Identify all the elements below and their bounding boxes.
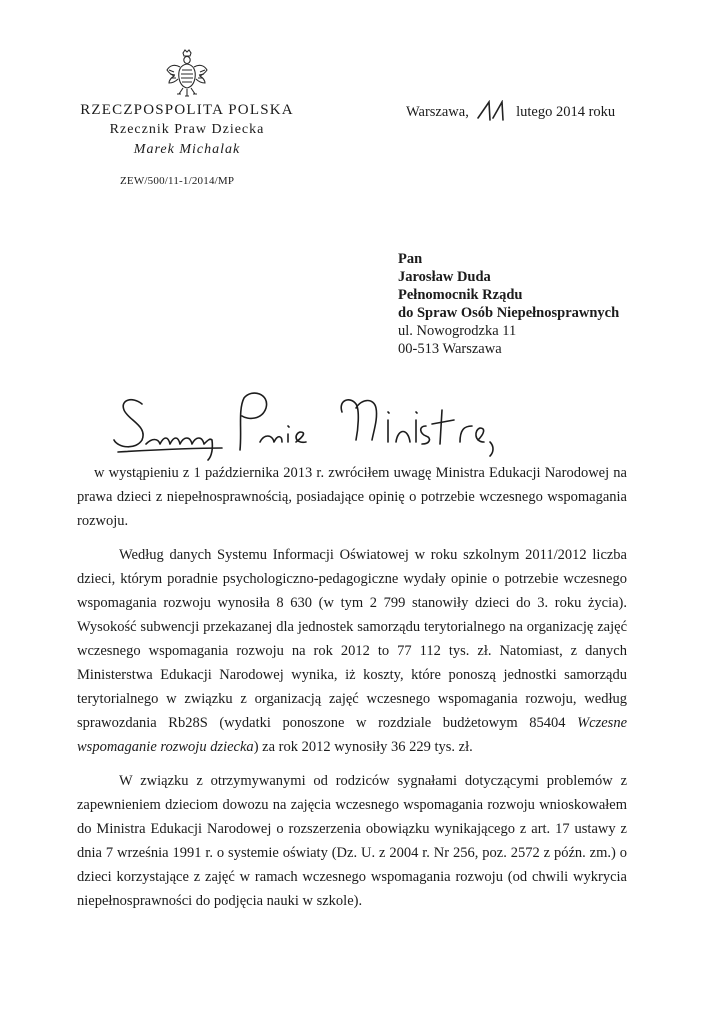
handwritten-salutation (112, 390, 502, 462)
recipient-postal: 00-513 Warszawa (398, 341, 502, 357)
dateline-city: Warszawa, (406, 104, 469, 120)
recipient-title-2: do Spraw Osób Niepełnosprawnych (398, 305, 620, 321)
recipient-name: Jarosław Duda (398, 269, 491, 285)
letterhead-office: Rzecznik Praw Dziecka (109, 122, 265, 137)
white-eagle-emblem-icon (165, 48, 209, 98)
paragraph-2-end: ) za rok 2012 wynosiły 36 229 tys. zł. (253, 739, 473, 755)
handwritten-day (472, 100, 512, 122)
reference-number: ZEW/500/11-1/2014/MP (120, 175, 235, 187)
paragraph-1: w wystąpieniu z 1 października 2013 r. zwróciłem uwagę Ministra Edukacji Narodowej na prawa dzieci z niepełnosprawnością, posiadające opinię o potrzebie wczesnego wspomagania rozwoju. (77, 465, 627, 529)
paragraph-2-italic-title: Wczesne wspomaganie rozwoju dziecka (77, 715, 628, 755)
letterhead (60, 100, 314, 160)
paragraph-3: W związku z otrzymywanymi od rodziców sygnałami dotyczącymi problemów z zapewnieniem dzieciom dowozu na zajęcia wczesnego wspomagania rozwoju wnioskowałem do Ministra Edukacji Narodowej o rozszerzenia obowiązku wynikającego z art. 17 ustawy z dnia 7 września 1991 r. o systemie oświaty (Dz. U. z 2004 r. Nr 256, poz. 2572 z późn. zm.) o dzieci korzystające z zajęć w ramach wczesnego wspomagania rozwoju (od chwili wykrycia niepełnosprawności do podjęcia nauki w szkole). (77, 773, 627, 909)
recipient-street: ul. Nowogrodzka 11 (398, 323, 517, 339)
recipient-salutation-word: Pan (398, 251, 423, 267)
recipient-address (398, 250, 619, 358)
dateline (406, 100, 615, 122)
dateline-rest: lutego 2014 roku (516, 104, 616, 120)
letterhead-country: RZECZPOSPOLITA POLSKA (80, 102, 294, 118)
paragraph-2 (77, 543, 627, 759)
recipient-title-1: Pełnomocnik Rządu (398, 287, 523, 303)
letter-body (77, 461, 627, 923)
paragraph-2-text: Według danych Systemu Informacji Oświatowej w roku szkolnym 2011/2012 liczba dzieci, którym poradnie psychologiczno-pedagogiczne wydały opinie o potrzebie wczesnego wspomagania rozwoju wynosiła 8 630 (w tym 2 799 stanowiły dzieci do 3. roku życia). Wysokość subwencji przekazanej dla jednostek samorządu terytorialnego na organizację zajęć wczesnego wspomagania rozwoju na rok 2012 to 77 112 tys. zł. Natomiast, z danych Ministerstwa Edukacji Narodowej wynika, iż koszty, które ponoszą jednostki samorządu terytorialnego w związku z organizacją zajęć wczesnego wspomagania rozwoju, według sprawozdania Rb28S (wydatki ponoszone w rozdziale budżetowym 85404 (77, 547, 627, 731)
letterhead-person: Marek Michalak (133, 142, 241, 157)
